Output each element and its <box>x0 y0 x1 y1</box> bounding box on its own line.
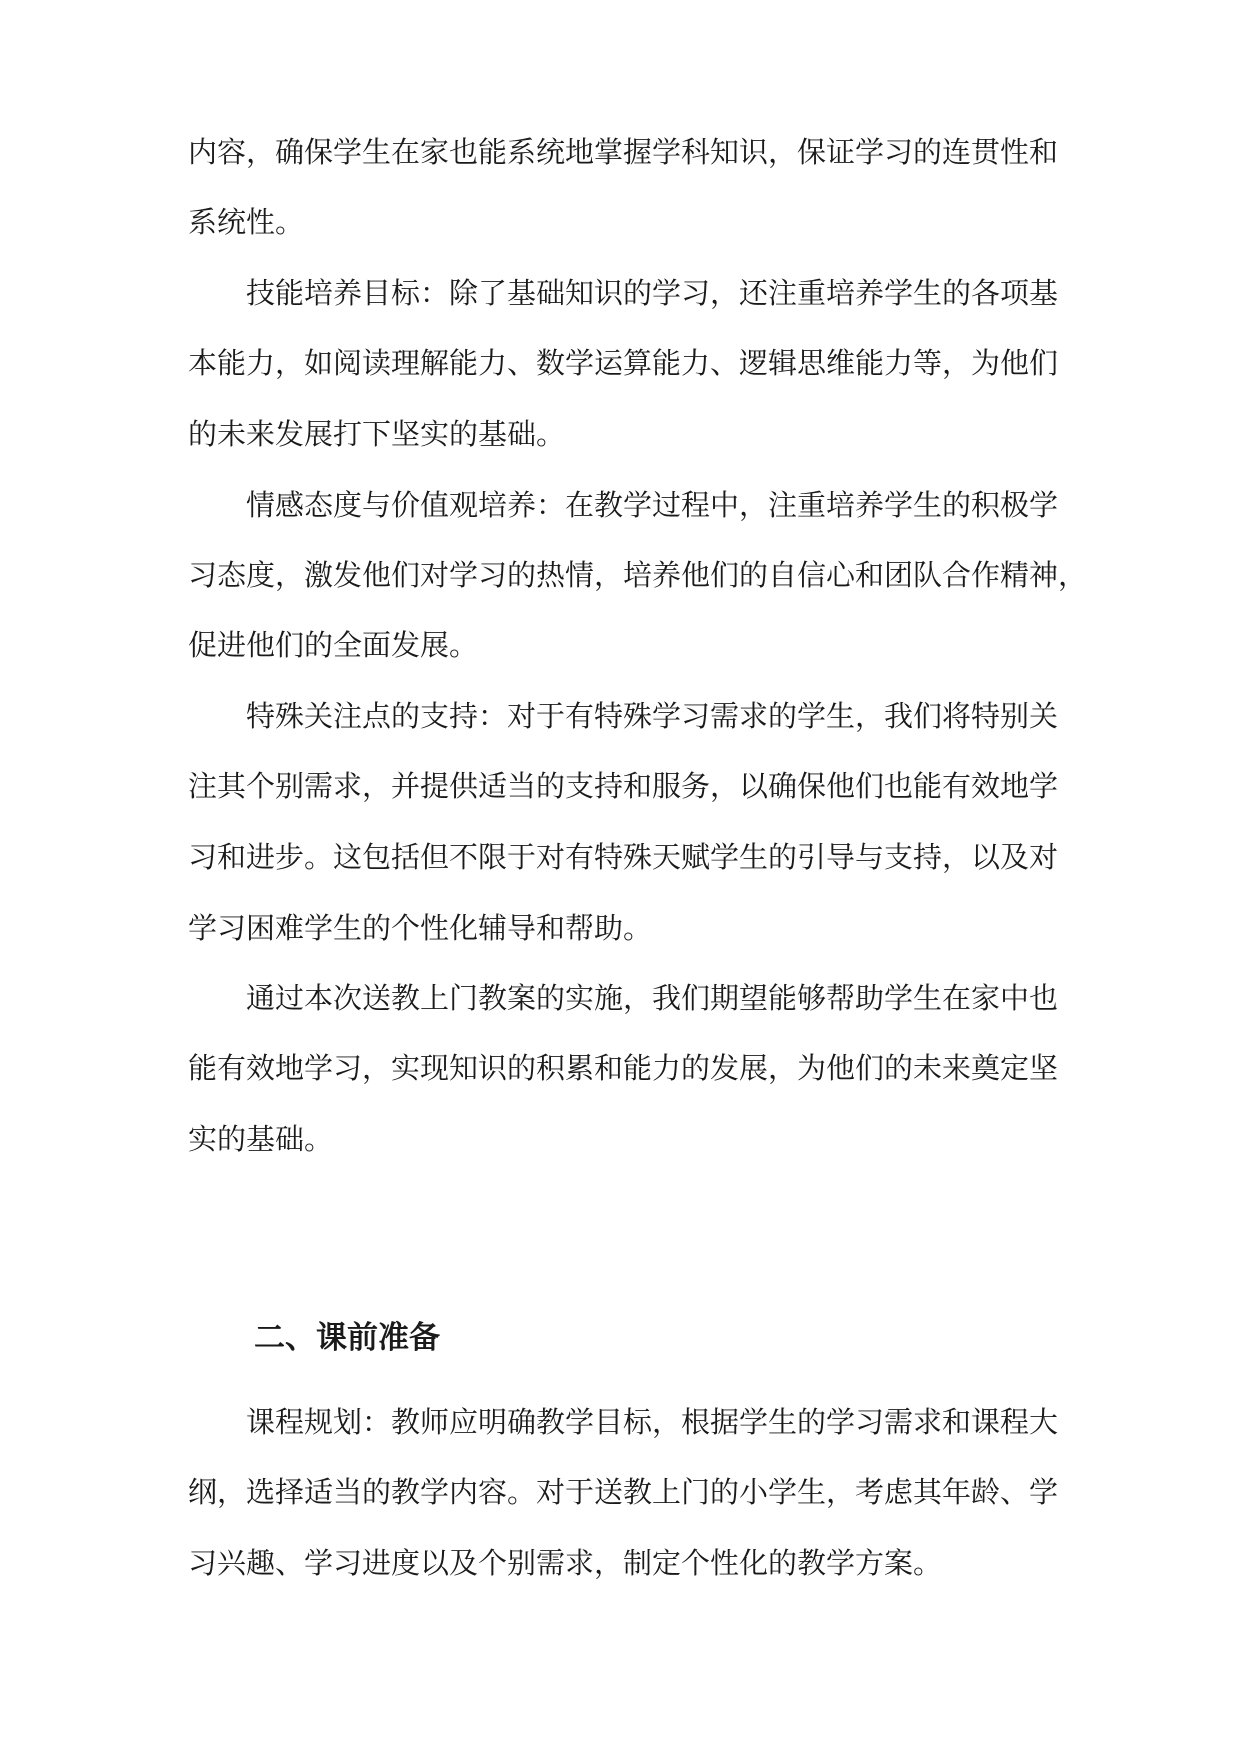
paragraph-line: 实的基础。 <box>188 1122 334 1156</box>
paragraph-line: 注其个别需求，并提供适当的支持和服务，以确保他们也能有效地学 <box>188 769 1059 803</box>
paragraph-line: 特殊关注点的支持：对于有特殊学习需求的学生，我们将特别关 <box>246 699 1059 733</box>
paragraph-line: 纲，选择适当的教学内容。对于送教上门的小学生，考虑其年龄、学 <box>188 1475 1059 1509</box>
paragraph-line: 学习困难学生的个性化辅导和帮助。 <box>188 911 653 945</box>
paragraph-line: 内容，确保学生在家也能系统地掌握学科知识，保证学习的连贯性和 <box>188 135 1059 169</box>
paragraph-line: 系统性。 <box>188 205 305 239</box>
paragraph-line: 习态度，激发他们对学习的热情，培养他们的自信心和团队合作精神， <box>188 558 1088 592</box>
section-heading: 二、课前准备 <box>254 1320 440 1356</box>
paragraph-line: 习兴趣、学习进度以及个别需求，制定个性化的教学方案。 <box>188 1546 943 1580</box>
paragraph-line: 习和进步。这包括但不限于对有特殊天赋学生的引导与支持，以及对 <box>188 840 1059 874</box>
paragraph-line: 本能力，如阅读理解能力、数学运算能力、逻辑思维能力等，为他们 <box>188 346 1059 380</box>
paragraph-line: 通过本次送教上门教案的实施，我们期望能够帮助学生在家中也 <box>246 981 1059 1015</box>
paragraph-line: 情感态度与价值观培养：在教学过程中，注重培养学生的积极学 <box>246 488 1059 522</box>
paragraph-line: 的未来发展打下坚实的基础。 <box>188 417 566 451</box>
paragraph-line: 促进他们的全面发展。 <box>188 628 479 662</box>
paragraph-line: 课程规划：教师应明确教学目标，根据学生的学习需求和课程大 <box>246 1405 1059 1439</box>
paragraph-line: 能有效地学习，实现知识的积累和能力的发展，为他们的未来奠定坚 <box>188 1051 1059 1085</box>
paragraph-line: 技能培养目标：除了基础知识的学习，还注重培养学生的各项基 <box>246 276 1059 310</box>
